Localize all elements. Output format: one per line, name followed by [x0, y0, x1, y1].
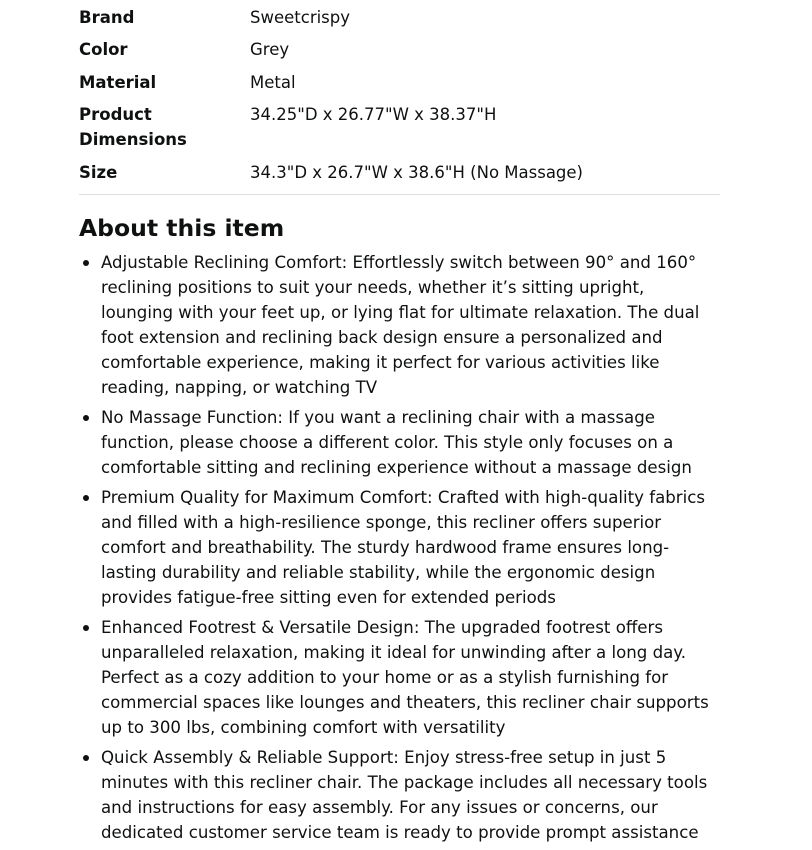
spec-value: 34.25"D x 26.77"W x 38.37"H — [250, 105, 497, 125]
spec-value: Grey — [250, 40, 290, 60]
bullet-item — [79, 615, 720, 740]
bullet-dot-icon — [83, 755, 89, 761]
spec-row-product-dimensions — [79, 102, 720, 152]
spec-label: Size — [79, 162, 118, 182]
bullet-text: Enhanced Footrest & Versatile Design: The upgraded footrest offers unparalleled relaxation, making it ideal for unwinding after a long day. Perfect as a cozy addition to your home or as a stylish furnishing for commercial spaces like lounges and theaters, this recliner chair supports up to 300 lbs, combining comfort with versatility — [101, 617, 709, 737]
spec-value: Metal — [250, 72, 296, 92]
bullet-text: Quick Assembly & Reliable Support: Enjoy stress-free setup in just 5 minutes with this recliner chair. The package includes all necessary tools and instructions for easy assembly. For any issues or concerns, our dedicated customer service team is ready to provide prompt assistance — [101, 747, 708, 842]
spec-row-size — [79, 160, 720, 185]
spec-label: Color — [79, 40, 128, 60]
spec-table — [79, 0, 720, 185]
bullet-dot-icon — [83, 495, 89, 501]
bullet-item — [79, 405, 720, 480]
bullet-dot-icon — [83, 415, 89, 421]
spec-value: Sweetcrispy — [250, 8, 351, 27]
spec-label: Product Dimensions — [79, 105, 187, 150]
bullet-item — [79, 250, 720, 400]
bullet-dot-icon — [83, 625, 89, 631]
spec-row-brand — [79, 5, 720, 30]
bullet-item — [79, 485, 720, 610]
bullet-text: Adjustable Reclining Comfort: Effortlessly switch between 90° and 160° reclining positions to suit your needs, whether it’s sitting upright, lounging with your feet up, or lying flat for ultimate relaxation. The dual foot extension and reclining back design ensure a personalized and comfortable experience, making it perfect for various activities like reading, napping, or watching TV — [101, 252, 700, 397]
spec-row-material — [79, 70, 720, 95]
about-heading: About this item — [79, 213, 285, 242]
about-bullet-list — [79, 250, 720, 845]
bullet-text: No Massage Function: If you want a reclining chair with a massage function, please choose a different color. This style only focuses on a comfortable sitting and reclining experience without a massage design — [101, 407, 692, 477]
bullet-dot-icon — [83, 260, 89, 266]
spec-value: 34.3"D x 26.7"W x 38.6"H (No Massage) — [250, 162, 583, 182]
bullet-item — [79, 745, 720, 845]
bullet-text: Premium Quality for Maximum Comfort: Crafted with high-quality fabrics and filled with a high-resilience sponge, this recliner offers superior comfort and breathability. The sturdy hardwood frame ensures long-lasting durability and reliable stability, while the ergonomic design provides fatigue-free sitting even for extended periods — [101, 487, 705, 607]
spec-label: Brand — [79, 8, 135, 27]
spec-row-color — [79, 37, 720, 62]
product-details — [79, 0, 720, 850]
spec-label: Material — [79, 72, 157, 92]
section-divider — [79, 194, 720, 195]
